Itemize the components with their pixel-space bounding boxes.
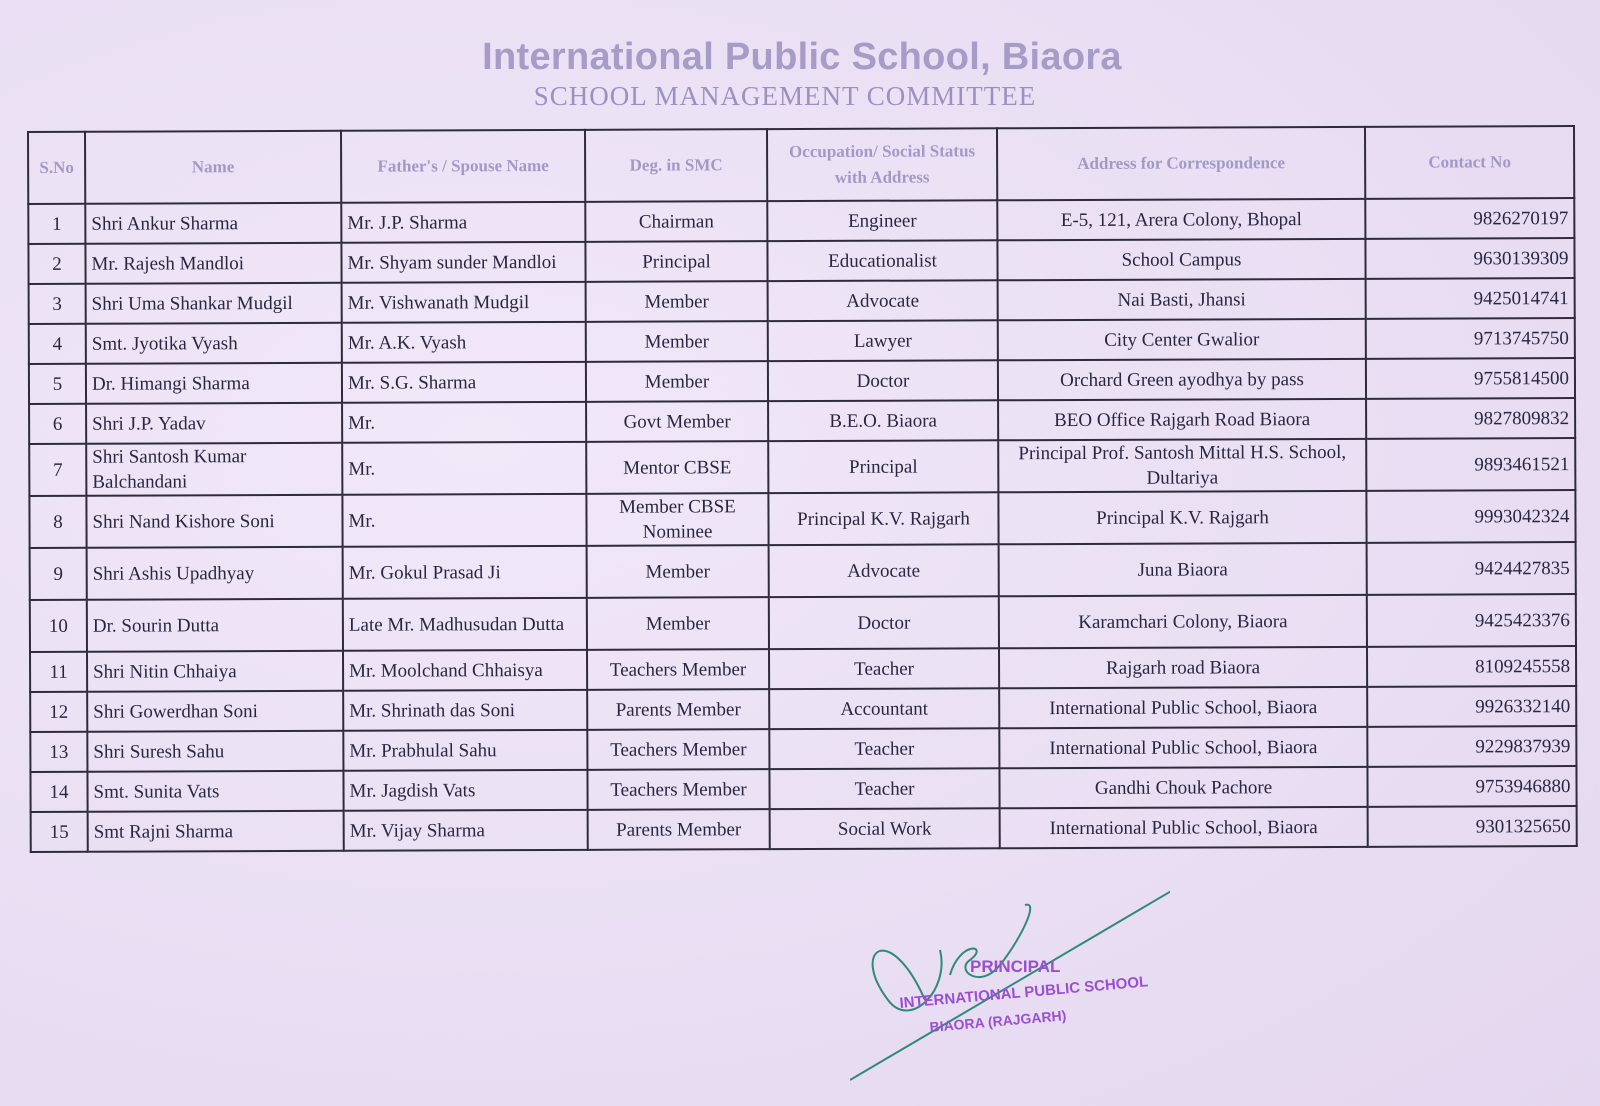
cell-father-spouse: Mr. Vishwanath Mudgil [342,282,586,323]
cell-occupation: B.E.O. Biaora [768,400,998,441]
committee-table [27,125,1578,853]
cell-name: Smt Rajni Sharma [88,811,344,852]
cell-father-spouse: Mr. Jagdish Vats [343,770,587,811]
cell-sno: 3 [29,284,86,324]
table-row [31,806,1577,852]
cell-father-spouse: Mr. Gokul Prasad Ji [343,546,587,599]
stamp-line-3: BIAORA (RAJGARH) [928,1007,1067,1035]
cell-contact: 9993042324 [1366,490,1575,543]
cell-designation: Chairman [585,201,767,242]
cell-sno: 4 [29,324,86,364]
cell-father-spouse: Mr. J.P. Sharma [341,202,585,243]
cell-name: Shri Nand Kishore Soni [86,495,342,548]
col-header-designation: Deg. in SMC [585,129,767,202]
cell-sno: 7 [29,444,86,496]
cell-father-spouse: Mr. Shyam sunder Mandloi [341,242,585,283]
cell-sno: 8 [29,496,86,548]
cell-address: Orchard Green ayodhya by pass [998,359,1366,400]
cell-designation: Member CBSE Nominee [586,493,768,546]
school-name: International Public School, Biaora [482,36,1122,78]
cell-designation: Teachers Member [587,649,769,690]
cell-occupation: Educationalist [767,240,997,281]
cell-designation: Member [586,321,768,362]
stamp-line-1: PRINCIPAL [970,957,1061,976]
cell-designation: Principal [585,241,767,282]
table-row [29,278,1575,324]
cell-name: Shri Ashis Upadhyay [87,547,343,600]
cell-sno: 9 [30,548,87,600]
cell-occupation: Advocate [768,280,998,321]
cell-contact: 9229837939 [1367,726,1576,767]
cell-designation: Parents Member [588,809,770,850]
cell-designation: Member [587,597,769,650]
header-row [28,126,1574,204]
cell-occupation: Engineer [767,200,997,241]
cell-sno: 10 [30,600,87,652]
table-row [29,358,1575,404]
cell-address: Nai Basti, Jhansi [998,279,1366,320]
cell-contact: 9630139309 [1365,238,1574,279]
cell-father-spouse: Mr. A.K. Vyash [342,322,586,363]
cell-name: Mr. Rajesh Mandloi [85,243,341,284]
cell-address: International Public School, Biaora [1000,807,1368,848]
cell-occupation: Principal K.V. Rajgarh [768,492,998,545]
cell-name: Shri Nitin Chhaiya [87,651,343,692]
cell-name: Shri Uma Shankar Mudgil [86,283,342,324]
table-row [30,686,1576,732]
cell-address: Karamchari Colony, Biaora [999,595,1367,648]
cell-address: School Campus [997,239,1365,280]
table-row [29,318,1575,364]
cell-designation: Govt Member [586,401,768,442]
cell-occupation: Advocate [769,544,999,597]
cell-contact: 8109245558 [1367,646,1576,687]
cell-address: International Public School, Biaora [999,727,1367,768]
cell-sno: 2 [28,244,85,284]
table-row [29,490,1575,548]
cell-address: E-5, 121, Arera Colony, Bhopal [997,199,1365,240]
cell-father-spouse: Mr. Moolchand Chhaisya [343,650,587,691]
cell-father-spouse: Mr. [342,402,586,443]
table-row [30,542,1576,600]
cell-address: Juna Biaora [999,543,1367,596]
table-header [28,126,1574,204]
cell-occupation: Teacher [769,768,999,809]
cell-designation: Member [586,281,768,322]
cell-designation: Teachers Member [587,769,769,810]
table-row [30,594,1576,652]
cell-name: Dr. Sourin Dutta [87,599,343,652]
cell-contact: 9425423376 [1367,594,1576,647]
cell-contact: 9827809832 [1366,398,1575,439]
cell-sno: 15 [31,812,88,852]
cell-father-spouse: Mr. S.G. Sharma [342,362,586,403]
cell-father-spouse: Mr. Prabhulal Sahu [343,730,587,771]
cell-name: Smt. Jyotika Vyash [86,323,342,364]
cell-address: BEO Office Rajgarh Road Biaora [998,399,1366,440]
cell-sno: 13 [30,732,87,772]
cell-sno: 6 [29,404,86,444]
cell-occupation: Teacher [769,728,999,769]
table-row [30,646,1576,692]
table-row [29,398,1575,444]
cell-name: Shri Suresh Sahu [87,731,343,772]
cell-name: Shri Ankur Sharma [85,203,341,244]
col-header-name: Name [85,131,341,204]
cell-sno: 1 [28,204,85,244]
cell-contact: 9425014741 [1366,278,1575,319]
cell-sno: 14 [30,772,87,812]
cell-address: City Center Gwalior [998,319,1366,360]
cell-designation: Teachers Member [587,729,769,770]
cell-father-spouse: Mr. Shrinath das Soni [343,690,587,731]
cell-father-spouse: Mr. [342,494,586,547]
cell-contact: 9755814500 [1366,358,1575,399]
cell-name: Smt. Sunita Vats [87,771,343,812]
cell-name: Shri J.P. Yadav [86,403,342,444]
table-body [28,198,1576,852]
cell-designation: Parents Member [587,689,769,730]
cell-contact: 9826270197 [1365,198,1574,239]
cell-contact: 9424427835 [1367,542,1576,595]
cell-address: Gandhi Chouk Pachore [999,767,1367,808]
table-row [28,198,1574,244]
cell-occupation: Doctor [768,360,998,401]
cell-contact: 9713745750 [1366,318,1575,359]
principal-seal-signature [850,880,1170,1090]
cell-father-spouse: Mr. Vijay Sharma [344,810,588,851]
cell-sno: 12 [30,692,87,732]
cell-address: International Public School, Biaora [999,687,1367,728]
cell-father-spouse: Mr. [342,442,586,495]
cell-occupation: Doctor [769,596,999,649]
cell-contact: 9753946880 [1367,766,1576,807]
cell-name: Dr. Himangi Sharma [86,363,342,404]
cell-occupation: Social Work [770,808,1000,849]
col-header-occupation: Occupation/ Social Status with Address [767,128,997,201]
col-header-address: Address for Correspondence [997,127,1365,200]
cell-address: Rajgarh road Biaora [999,647,1367,688]
cell-name: Shri Gowerdhan Soni [87,691,343,732]
document-header [0,36,1600,112]
cell-designation: Member [587,545,769,598]
cell-address: Principal Prof. Santosh Mittal H.S. School, Dultariya [998,439,1366,492]
cell-sno: 5 [29,364,86,404]
cell-designation: Mentor CBSE [586,441,768,494]
table-row [28,238,1574,284]
cell-occupation: Principal [768,440,998,493]
cell-designation: Member [586,361,768,402]
cell-sno: 11 [30,652,87,692]
cell-occupation: Lawyer [768,320,998,361]
col-header-sno: S.No [28,132,85,204]
cell-father-spouse: Late Mr. Madhusudan Dutta [343,598,587,651]
cell-occupation: Accountant [769,688,999,729]
table-row [29,438,1575,496]
cell-contact: 9893461521 [1366,438,1575,491]
committee-title: SCHOOL MANAGEMENT COMMITTEE [533,81,1037,111]
cell-contact: 9926332140 [1367,686,1576,727]
stamp-line-2: INTERNATIONAL PUBLIC SCHOOL [898,973,1149,1012]
col-header-contact: Contact No [1365,126,1574,199]
cell-address: Principal K.V. Rajgarh [998,491,1366,544]
cell-name: Shri Santosh Kumar Balchandani [86,443,342,496]
col-header-father-spouse: Father's / Spouse Name [341,130,585,203]
table-row [30,766,1576,812]
seal-stamp [899,957,1149,1035]
cell-contact: 9301325650 [1368,806,1577,847]
table-row [30,726,1576,772]
cell-occupation: Teacher [769,648,999,689]
